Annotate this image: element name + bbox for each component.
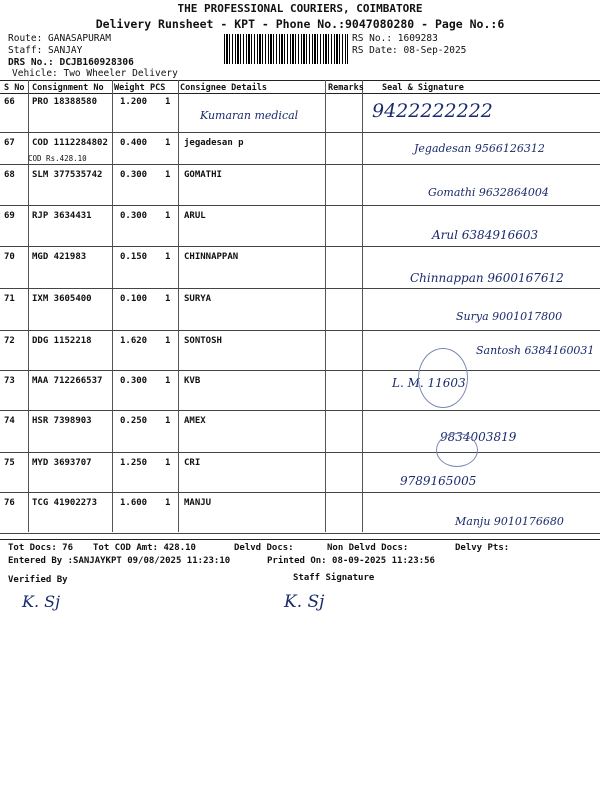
staff: Staff: SANJAY xyxy=(8,45,83,56)
weight-value: 0.250 xyxy=(120,416,148,426)
weight-value: 0.400 xyxy=(120,138,148,148)
col-header-remarks: Remarks xyxy=(328,83,364,93)
col-divider xyxy=(362,80,363,532)
row-serial-number: 68 xyxy=(4,170,15,180)
col-header-sno: S No xyxy=(4,83,25,93)
receiver-signature: Arul 6384916603 xyxy=(432,228,539,242)
drs-number: DRS No.: DCJB160928306 xyxy=(8,57,134,68)
col-header-weight: Weight xyxy=(114,83,145,93)
stamp-seal xyxy=(418,348,468,408)
stamp-seal xyxy=(436,433,478,467)
non-delivered-docs: Non Delvd Docs: xyxy=(327,543,409,553)
runsheet-subtitle: Delivery Runsheet - KPT - Phone No.:9047080280 - Page No.:6 xyxy=(95,17,505,31)
col-header-consignment: Consignment No xyxy=(32,83,104,93)
rs-number: RS No.: 1609283 xyxy=(352,33,438,44)
row-serial-number: 71 xyxy=(4,294,15,304)
pieces-count: 1 xyxy=(165,416,171,426)
consignment-number: IXM 3605400 xyxy=(32,294,92,304)
row-divider xyxy=(0,288,600,289)
verified-by-label: Verified By xyxy=(8,575,68,585)
consignment-number: COD 1112284802 xyxy=(32,138,108,148)
consignment-number: TCG 41902273 xyxy=(32,498,98,508)
row-divider xyxy=(0,330,600,331)
row-divider xyxy=(0,492,600,493)
consignee-name: GOMATHI xyxy=(184,170,222,180)
row-divider xyxy=(0,246,600,247)
consignee-name: SONTOSH xyxy=(184,336,222,346)
pieces-count: 1 xyxy=(165,138,171,148)
consignment-number: MYD 3693707 xyxy=(32,458,92,468)
col-divider xyxy=(178,80,179,532)
rs-date: RS Date: 08-Sep-2025 xyxy=(352,45,467,56)
staff-signature-label: Staff Signature xyxy=(293,573,375,583)
weight-value: 1.600 xyxy=(120,498,148,508)
vehicle: Vehicle: Two Wheeler Delivery xyxy=(12,68,178,79)
row-serial-number: 70 xyxy=(4,252,15,262)
consignee-name: CRI xyxy=(184,458,201,468)
row-divider xyxy=(0,164,600,165)
row-serial-number: 66 xyxy=(4,97,15,107)
col-header-seal: Seal & Signature xyxy=(382,83,464,93)
table-top-border xyxy=(0,80,600,81)
col-divider xyxy=(28,80,29,532)
cod-amount-note: COD Rs.428.10 xyxy=(28,154,87,163)
company-title: THE PROFESSIONAL COURIERS, COIMBATORE xyxy=(177,2,423,15)
weight-value: 1.250 xyxy=(120,458,148,468)
row-serial-number: 67 xyxy=(4,138,15,148)
row-divider xyxy=(0,410,600,411)
pieces-count: 1 xyxy=(165,252,171,262)
delivery-points: Delvy Pts: xyxy=(455,543,510,553)
footer-top-border xyxy=(0,539,600,540)
weight-value: 0.300 xyxy=(120,170,148,180)
pieces-count: 1 xyxy=(165,97,171,107)
col-divider xyxy=(112,80,113,532)
weight-value: 0.300 xyxy=(120,376,148,386)
consignee-name: MANJU xyxy=(184,498,212,508)
consignment-number: MAA 712266537 xyxy=(32,376,103,386)
weight-value: 0.100 xyxy=(120,294,148,304)
row-serial-number: 74 xyxy=(4,416,15,426)
consignee-name: jegadesan p xyxy=(184,138,244,148)
receiver-signature: Jegadesan 9566126312 xyxy=(414,142,545,155)
total-docs: Tot Docs: 76 xyxy=(8,543,74,553)
pieces-count: 1 xyxy=(165,498,171,508)
weight-value: 1.200 xyxy=(120,97,148,107)
pieces-count: 1 xyxy=(165,336,171,346)
pieces-count: 1 xyxy=(165,294,171,304)
pieces-count: 1 xyxy=(165,170,171,180)
entered-by: Entered By :SANJAYKPT 09/08/2025 11:23:10 xyxy=(8,556,231,566)
row-divider xyxy=(0,370,600,371)
row-divider xyxy=(0,132,600,133)
consignment-number: RJP 3634431 xyxy=(32,211,92,221)
row-serial-number: 72 xyxy=(4,336,15,346)
consignee-name: CHINNAPPAN xyxy=(184,252,239,262)
receiver-signature: Chinnappan 9600167612 xyxy=(410,271,564,285)
row-divider xyxy=(0,452,600,453)
weight-value: 0.150 xyxy=(120,252,148,262)
row-serial-number: 76 xyxy=(4,498,15,508)
receiver-signature: 9789165005 xyxy=(400,474,477,488)
receiver-signature: L. M. 11603 xyxy=(392,376,466,390)
receiver-signature: Gomathi 9632864004 xyxy=(428,186,549,199)
total-cod-amount: Tot COD Amt: 428.10 xyxy=(93,543,196,553)
staff-handwritten-signature: K. Sj xyxy=(284,592,325,612)
pieces-count: 1 xyxy=(165,211,171,221)
col-header-consignee: Consignee Details xyxy=(180,83,267,93)
delivered-docs: Delvd Docs: xyxy=(234,543,294,553)
receiver-signature: Manju 9010176680 xyxy=(455,515,564,528)
consignment-number: MGD 421983 xyxy=(32,252,87,262)
pieces-count: 1 xyxy=(165,376,171,386)
header-bottom-border xyxy=(0,93,600,94)
verified-signature: K. Sj xyxy=(22,592,61,611)
consignment-number: HSR 7398903 xyxy=(32,416,92,426)
col-divider xyxy=(325,80,326,532)
row-divider xyxy=(0,533,600,534)
consignment-number: PRO 18388580 xyxy=(32,97,98,107)
weight-value: 1.620 xyxy=(120,336,148,346)
row-divider xyxy=(0,205,600,206)
receiver-signature: 9834003819 xyxy=(440,430,517,444)
barcode-image xyxy=(224,34,348,64)
consignment-number: SLM 377535742 xyxy=(32,170,103,180)
row-serial-number: 69 xyxy=(4,211,15,221)
handwritten-consignee: Kumaran medical xyxy=(200,109,299,122)
route: Route: GANASAPURAM xyxy=(8,33,111,44)
weight-value: 0.300 xyxy=(120,211,148,221)
receiver-signature: Santosh 6384160031 xyxy=(476,344,595,357)
consignee-name: KVB xyxy=(184,376,201,386)
row-serial-number: 73 xyxy=(4,376,15,386)
receiver-signature: Surya 9001017800 xyxy=(456,310,563,323)
col-header-pcs: PCS xyxy=(150,83,166,93)
pieces-count: 1 xyxy=(165,458,171,468)
consignee-name: AMEX xyxy=(184,416,206,426)
printed-on: Printed On: 08-09-2025 11:23:56 xyxy=(267,556,435,566)
consignee-name: ARUL xyxy=(184,211,206,221)
consignee-name: SURYA xyxy=(184,294,212,304)
row-serial-number: 75 xyxy=(4,458,15,468)
receiver-signature: 9422222222 xyxy=(372,100,493,122)
consignment-number: DDG 1152218 xyxy=(32,336,92,346)
